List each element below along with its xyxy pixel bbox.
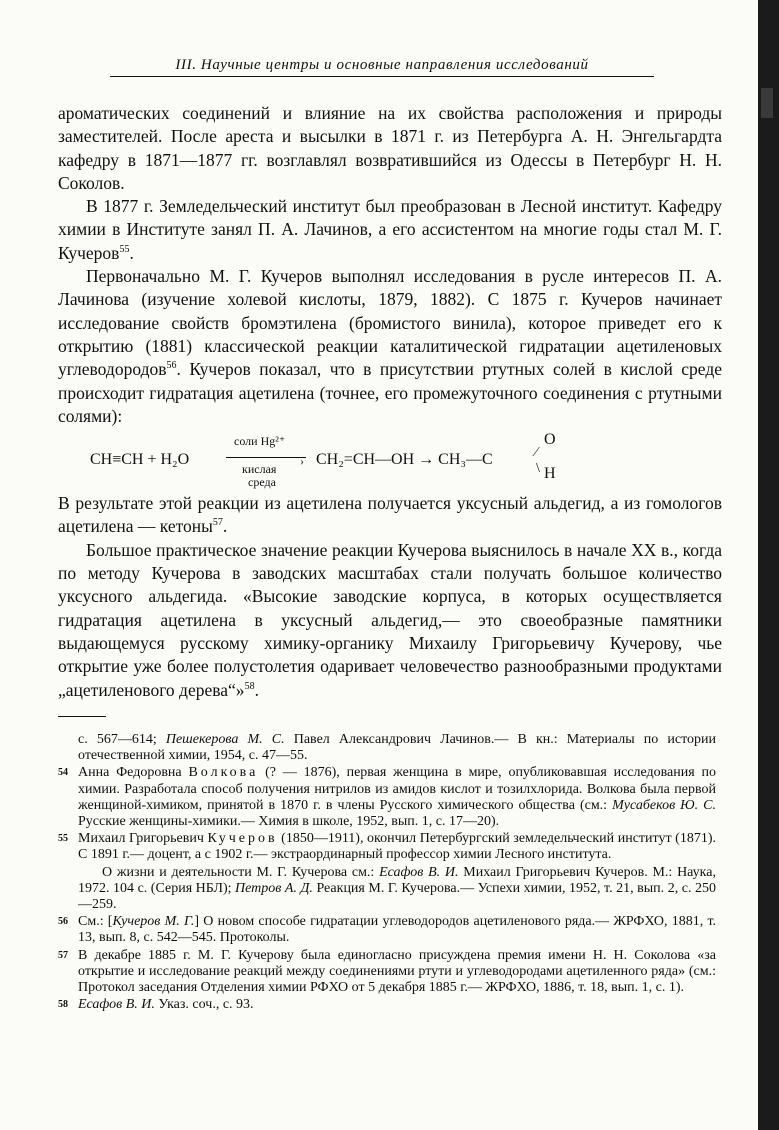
paragraph [58, 102, 722, 195]
footnote-number: 55 [58, 833, 68, 845]
running-head: III. Научные центры и основные направления исследований [110, 56, 654, 77]
formula-condition: среда [248, 475, 276, 490]
note-text: Павел Александрович Лачинов.— В кн.: Материалы по истории отечественной химии, 1954, с. 47—55. [78, 732, 716, 764]
footnote-58 [58, 997, 716, 1013]
bond-down: \ [536, 461, 540, 477]
note-text: Михаил Григорьевич [78, 831, 208, 847]
formula-catalyst: соли Hg²⁺ [234, 434, 286, 449]
footnote-number: 56 [58, 916, 68, 928]
note-text: Михаил Григорьевич Кучеров. М.: Наука, 1972. 104 с. (Серия НБЛ); [78, 864, 716, 896]
paragraph-tail: . Кучеров показал, что в присутствии ртутных солей в кислой среде происходит гидратация ацетилена (точнее, его промежуточного соединения с ртутными солями): [58, 359, 722, 426]
footnote-ref[interactable]: 56 [166, 360, 177, 372]
formula-condition: кислая [242, 462, 277, 477]
footnote-number: 54 [58, 767, 68, 779]
note-text: Анна Федоровна [78, 765, 189, 781]
paragraph [58, 539, 722, 702]
paragraph-text: В 1877 г. Земледельческий институт был преобразован в Лесной институт. Кафедру химии в Институте занял П. А. Лачинов, а его ассистентом на многие годы стал М. Г. Кучеров [58, 196, 722, 263]
note-text: В декабре 1885 г. М. Г. Кучерову была единогласно присуждена премия имени Н. Н. Соколова «за открытие и исследование реакций между соединениями ртути и углеводородами ацетиленного ряда» (см.: Протокол заседания Отделения химии РФХО от 5 декабря 1885 г.— ЖРФХО, 1886, т. 18, вып. 1, с. 1). [78, 947, 716, 996]
footnote-ref[interactable]: 58 [244, 680, 255, 692]
footnote-continued [58, 732, 716, 764]
paragraph-text: ароматических соединений и влияние на их свойства расположения и природы заместителей. После ареста и высылки в 1871 г. из Петербурга А. Н. Энгельгардта кафедру в 1871—1877 гг. возглавлял возвратившийся из Одессы в Петербург Н. Н. Соколов. [58, 103, 722, 193]
paragraph [58, 195, 722, 265]
footnote-ref[interactable]: 55 [119, 243, 130, 255]
paragraph-tail: . [129, 242, 134, 263]
note-name: Кучеров [207, 831, 278, 847]
note-name: Волкова [188, 765, 259, 781]
note-text: с. 567—614; [78, 732, 166, 747]
scan-edge-mark [761, 88, 773, 118]
paragraph-text: Первоначально М. Г. Кучеров выполнял исследования в русле интересов П. А. Лачинова (изучение холевой кислоты, 1879, 1882). С 1875 г. Кучеров начинает исследование свойств бромэтилена (бромистого винила), которое приведет его к открытию (1881) классической реакции каталитической гидратации ацетиленовых углеводородов [58, 266, 722, 380]
note-author: Пешекерова М. С. [165, 732, 285, 747]
formula-reactants: CH≡CH + H₂O [90, 451, 190, 469]
formula-products: CH₂=CH—OH → CH₃—C [316, 451, 493, 469]
footnote-rule [58, 716, 106, 717]
paragraph-tail: . [222, 516, 228, 537]
note-text: О жизни и деятельности М. Г. Кучерова см.: [102, 864, 380, 880]
footnotes [58, 732, 716, 1014]
footnote-56 [58, 914, 716, 946]
arrow-head: › [300, 454, 304, 469]
paragraph-text: В результате этой реакции из ацетилена получается уксусный альдегид, а из гомологов ацетилена — кетоны [58, 493, 722, 537]
note-author: Есафов В. И. [78, 997, 155, 1013]
note-text: (1850—1911), окончил Петербургский земледельческий институт (1871). С 1891 г.— доцент, а с 1902 г.— экстраординарный профессор химии Лесного института. [78, 831, 716, 863]
footnote-number: 57 [58, 949, 68, 961]
footnote-54 [58, 765, 716, 830]
note-text: ] О новом способе гидратации углеводородов ацетиленового ряда.— ЖРФХО, 1881, т. 13, вып. 8, с. 542—545. Протоколы. [78, 914, 717, 946]
note-text: (? — 1876), первая женщина в мире, опубликовавшая исследования по химии. Разработала способ получения нитрилов из амидов кислот и тозилхлорида. Волкова была первой женщиной-химиком, принятой в 1870 г. в члены Русского химического общества (см.: [78, 765, 716, 813]
paragraph [58, 265, 722, 428]
paragraph-text: Большое практическое значение реакции Кучерова выяснилось в начале XX в., когда по методу Кучерова в заводских масштабах стали получать большое количество уксусного альдегида. «Высокие заводские корпуса, в которых осуществляется гидратация ацетилена в уксусный альдегид,— это своеобразные памятники выдающемуся русскому химику-органику Михаилу Григорьевичу Кучерову, чье открытие уже более полустолетия одаривает человечество разнообразными продуктами „ацетиленового дерева“» [58, 539, 722, 700]
note-author: Петров А. Д. [235, 880, 313, 896]
bond-up: ⁄ [535, 445, 538, 461]
reaction-formula [88, 431, 722, 490]
note-author: Мусабеков Ю. С. [612, 797, 716, 813]
footnote-ref[interactable]: 57 [212, 517, 223, 529]
footnote-55 [58, 831, 716, 863]
formula-oxygen: O [544, 431, 556, 449]
paragraph-tail: . [254, 679, 259, 700]
paragraph [58, 492, 722, 539]
formula-hydrogen: H [544, 465, 556, 483]
footnote-number: 58 [58, 999, 68, 1011]
main-text [58, 102, 722, 702]
footnote-57 [58, 948, 716, 997]
note-author: Есафов В. И. [379, 864, 459, 880]
note-text: См.: [ [78, 914, 113, 930]
footnote-55-cont [58, 865, 716, 914]
scan-edge [758, 0, 779, 1130]
note-author: Кучеров М. Г. [112, 914, 195, 930]
note-text: Указ. соч., с. 93. [154, 997, 254, 1013]
note-text: Реакция М. Г. Кучерова.— Успехи химии, 1952, т. 21, вып. 2, с. 250—259. [78, 880, 716, 913]
note-text: Русские женщины-химики.— Химия в школе, 1952, вып. 1, с. 17—20). [78, 814, 500, 830]
